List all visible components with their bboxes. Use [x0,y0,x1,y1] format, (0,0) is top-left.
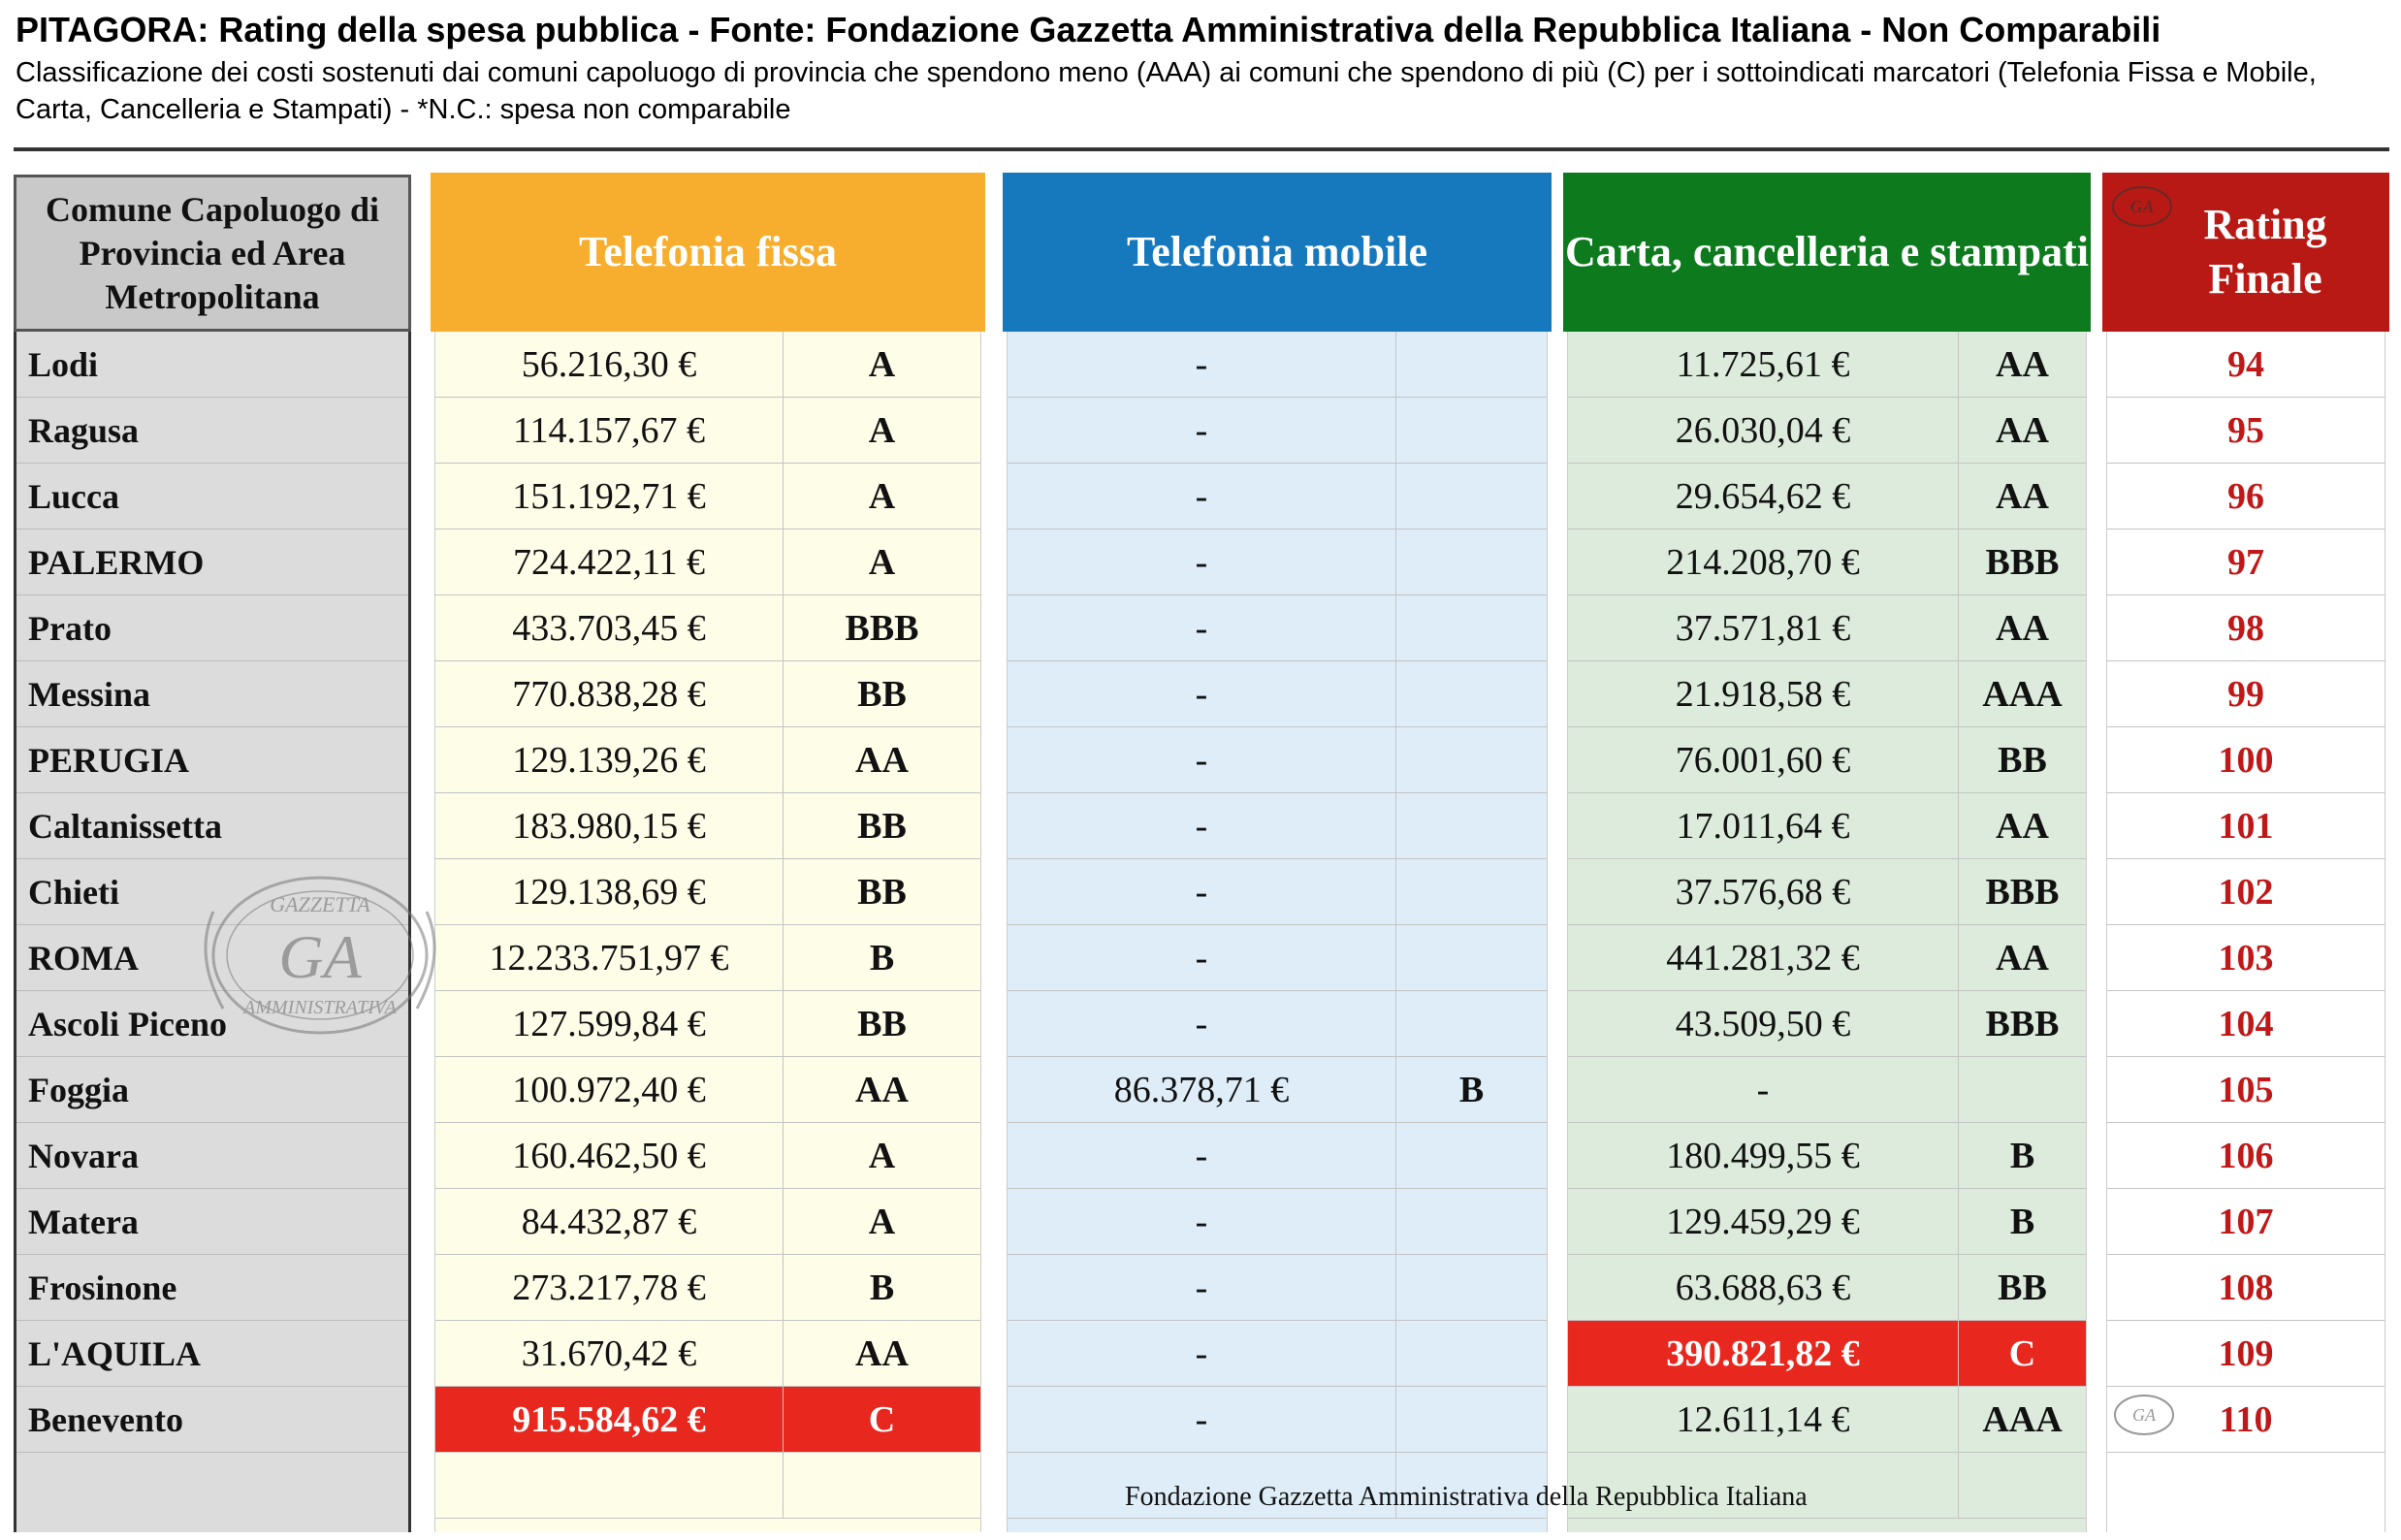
empty-cell [783,1453,980,1518]
ga-small-stamp-icon [2110,1391,2178,1439]
final-rating-value: 105 [2218,1069,2274,1110]
city-name: Messina [16,661,408,727]
final-rating-value: 107 [2218,1201,2274,1242]
table-row [2107,464,2385,529]
city-name: Foggia [16,1057,408,1123]
paper-supplies-rating: BB [1958,1255,2086,1320]
fixed-phone-amount: 31.670,42 € [521,1332,697,1374]
table-row [2107,332,2385,398]
mobile-phone-amount: - [1195,805,1208,847]
final-rating-value: 108 [2218,1267,2274,1308]
table-row [1008,1321,1547,1387]
paper-supplies-header: Carta, cancelleria e stampati [1563,173,2091,332]
paper-supplies-rating: BBB [1958,529,2086,594]
mobile-phone-amount: - [1195,1398,1208,1440]
paper-supplies-rating: BBB [1958,859,2086,924]
mobile-phone-amount: - [1195,1201,1208,1242]
table-row [1568,1189,2086,1255]
mobile-phone-rating [1395,991,1547,1056]
paper-supplies-rating: AA [1958,595,2086,660]
mobile-phone-rating [1395,398,1547,463]
fixed-phone-amount: 273.217,78 € [512,1267,706,1308]
city-name: Benevento [16,1387,408,1453]
footer-note: Fondazione Gazzetta Amministrativa della Repubblica Italiana [1125,1482,1808,1512]
table-row [2107,1255,2385,1321]
table-row [2107,1321,2385,1387]
table-row [435,595,980,661]
mobile-phone-header: Telefonia mobile [1003,173,1552,332]
paper-supplies-amount: 17.011,64 € [1676,805,1850,847]
city-name: Prato [16,595,408,661]
final-rating-value: 98 [2227,607,2264,649]
fixed-phone-rating: B [783,1255,980,1320]
table-row [1568,1321,2086,1387]
svg-text:GA: GA [278,922,362,991]
table-row [435,859,980,925]
mobile-phone-rating [1395,1321,1547,1386]
table-row [2107,398,2385,464]
table-row [2107,1123,2385,1189]
fixed-phone-header: Telefonia fissa [431,173,985,332]
fixed-phone-rating: BBB [783,595,980,660]
table-row [1568,1057,2086,1123]
fixed-phone-amount: 160.462,50 € [512,1135,706,1176]
table-row [435,1255,980,1321]
city-name: Novara [16,1123,408,1189]
final-rating-value: 94 [2227,343,2264,385]
table-row [2107,529,2385,595]
table-row [435,991,980,1057]
final-rating-value: 103 [2218,937,2274,979]
mobile-phone-amount: - [1195,739,1208,781]
empty-cell [435,1453,783,1518]
fixed-phone-amount: 84.432,87 € [521,1201,697,1242]
fixed-phone-amount: 433.703,45 € [512,607,706,649]
final-rating-column [2106,332,2385,1532]
mobile-phone-amount: - [1195,673,1208,715]
paper-supplies-amount: 214.208,70 € [1666,541,1860,583]
table-row [1008,859,1547,925]
header-divider [14,147,2389,151]
paper-supplies-amount: 29.654,62 € [1675,475,1851,517]
paper-supplies-rating: C [1958,1321,2086,1386]
table-row [1008,595,1547,661]
table-row [1568,925,2086,991]
final-rating-value: 110 [2219,1398,2273,1440]
mobile-phone-rating [1395,464,1547,529]
table-row [435,1387,980,1453]
city-name: Matera [16,1189,408,1255]
page-title: PITAGORA: Rating della spesa pubblica - Fonte: Fondazione Gazzetta Amministrativa della Repubblica Italiana - Non Comparabili [16,10,2161,49]
mobile-phone-amount: - [1195,1267,1208,1308]
fixed-phone-amount: 724.422,11 € [512,541,706,583]
table-row [2107,793,2385,859]
mobile-phone-amount: - [1195,343,1208,385]
final-rating-header-label: Rating Finale [2203,201,2327,303]
fixed-phone-amount: 915.584,62 € [435,1387,783,1452]
fixed-phone-amount: 129.139,26 € [512,739,706,781]
table-row [1568,793,2086,859]
table-row [1568,727,2086,793]
fixed-phone-amount: 127.599,84 € [512,1003,706,1044]
fixed-phone-rating: C [783,1387,980,1452]
paper-supplies-amount: 26.030,04 € [1675,409,1851,451]
table-row [1008,925,1547,991]
table-row [435,727,980,793]
paper-supplies-rating: AAA [1958,1387,2086,1452]
table-row [1568,859,2086,925]
mobile-phone-rating [1395,529,1547,594]
city-name: Caltanissetta [16,793,408,859]
fixed-phone-amount: 12.233.751,97 € [489,937,729,979]
table-row [1568,332,2086,398]
mobile-phone-amount: - [1195,1135,1208,1176]
table-row [1008,529,1547,595]
paper-supplies-amount: 129.459,29 € [1666,1201,1860,1242]
table-row [435,332,980,398]
table-row [1008,661,1547,727]
mobile-phone-amount: - [1195,475,1208,517]
table-row [435,464,980,529]
fixed-phone-rating: BB [783,859,980,924]
mobile-phone-rating [1395,1387,1547,1452]
final-rating-header [2102,173,2389,332]
fixed-phone-rating: A [783,464,980,529]
mobile-phone-rating [1395,1189,1547,1254]
paper-supplies-rating: BB [1958,727,2086,792]
table-row [1008,464,1547,529]
fixed-phone-column [434,332,981,1532]
fixed-phone-rating: A [783,1189,980,1254]
fixed-phone-rating: A [783,398,980,463]
fixed-phone-rating: A [783,332,980,397]
paper-supplies-rating [1958,1057,2086,1122]
mobile-phone-rating [1395,793,1547,858]
svg-text:GA: GA [2132,1405,2156,1425]
final-rating-value: 101 [2218,805,2274,847]
fixed-phone-rating: A [783,529,980,594]
city-name: Ragusa [16,398,408,464]
paper-supplies-amount: 12.611,14 € [1676,1398,1850,1440]
table-row [1008,1387,1547,1453]
fixed-phone-rating: BB [783,793,980,858]
table-row [2107,595,2385,661]
city-name: Lodi [16,332,408,398]
mobile-phone-amount: - [1195,1003,1208,1044]
mobile-phone-rating [1395,1255,1547,1320]
empty-cell [1958,1453,2086,1518]
mobile-phone-rating [1395,727,1547,792]
table-row [435,398,980,464]
paper-supplies-amount: 441.281,32 € [1666,937,1860,979]
mobile-phone-amount: - [1195,409,1208,451]
table-row [1008,332,1547,398]
paper-supplies-rating: AA [1958,332,2086,397]
paper-supplies-amount: 37.571,81 € [1675,607,1851,649]
paper-supplies-column [1567,332,2087,1532]
fixed-phone-rating: B [783,925,980,990]
fixed-phone-rating: A [783,1123,980,1188]
empty-row [435,1453,980,1519]
paper-supplies-amount: 76.001,60 € [1675,739,1851,781]
paper-supplies-amount: 43.509,50 € [1675,1003,1851,1044]
paper-supplies-rating: AA [1958,793,2086,858]
svg-text:GA: GA [2129,197,2155,216]
city-name: PALERMO [16,529,408,595]
final-rating-value: 100 [2218,739,2274,781]
paper-supplies-rating: AA [1958,464,2086,529]
fixed-phone-amount: 770.838,28 € [512,673,706,715]
paper-supplies-amount: - [1756,1069,1770,1110]
mobile-phone-column [1007,332,1548,1532]
paper-supplies-rating: B [1958,1123,2086,1188]
mobile-phone-amount: - [1195,871,1208,913]
paper-supplies-rating: BBB [1958,991,2086,1056]
paper-supplies-rating: AAA [1958,661,2086,726]
table-row [2107,661,2385,727]
final-rating-value: 97 [2227,541,2264,583]
table-row [1008,727,1547,793]
table-row [1568,595,2086,661]
paper-supplies-rating: AA [1958,398,2086,463]
svg-text:GAZZETTA: GAZZETTA [270,892,370,916]
final-rating-value: 95 [2227,409,2264,451]
paper-supplies-amount: 21.918,58 € [1675,673,1851,715]
table-row [435,1123,980,1189]
table-row [1568,1387,2086,1453]
paper-supplies-amount: 11.725,61 € [1676,343,1850,385]
table-row [1008,1123,1547,1189]
table-row [1568,991,2086,1057]
fixed-phone-amount: 183.980,15 € [512,805,706,847]
table-row [435,1057,980,1123]
city-name: PERUGIA [16,727,408,793]
table-row [435,1321,980,1387]
final-rating-value: 96 [2227,475,2264,517]
table-row [1568,529,2086,595]
table-row [1008,1255,1547,1321]
mobile-phone-amount: - [1195,937,1208,979]
mobile-phone-amount: - [1195,1332,1208,1374]
final-rating-value: 99 [2227,673,2264,715]
mobile-phone-rating [1395,925,1547,990]
table-row [2107,1189,2385,1255]
table-row [1008,398,1547,464]
table-row [1568,661,2086,727]
fixed-phone-rating: AA [783,1057,980,1122]
table-row [1008,991,1547,1057]
table-row [435,1189,980,1255]
table-row [435,793,980,859]
mobile-phone-amount: - [1195,607,1208,649]
table-row [1568,1255,2086,1321]
mobile-phone-rating [1395,332,1547,397]
fixed-phone-amount: 114.157,67 € [512,409,706,451]
table-row [2107,991,2385,1057]
final-rating-value: 102 [2218,871,2274,913]
svg-text:AMMINISTRATIVA: AMMINISTRATIVA [243,997,397,1018]
table-row [2107,727,2385,793]
paper-supplies-amount: 390.821,82 € [1568,1321,1958,1386]
fixed-phone-amount: 151.192,71 € [512,475,706,517]
paper-supplies-amount: 63.688,63 € [1675,1267,1851,1308]
city-name: Lucca [16,464,408,529]
city-name: Frosinone [16,1255,408,1321]
ga-watermark-stamp [184,853,456,1057]
ga-logo-icon [2108,182,2176,231]
mobile-phone-amount: - [1195,541,1208,583]
mobile-phone-rating [1395,1123,1547,1188]
page-subtitle: Classificazione dei costi sostenuti dai comuni capoluogo di provincia che spendono meno (AAA) ai comuni che spendono di più (C) per i sottoindicati marcatori (Telefonia Fissa e Mobile, Carta, Cancelleria e Stampati) - *N.C.: spesa non comparabile [16,57,2317,125]
paper-supplies-rating: AA [1958,925,2086,990]
mobile-phone-rating: B [1395,1057,1547,1122]
table-row [2107,1057,2385,1123]
mobile-phone-rating [1395,595,1547,660]
table-row [435,925,980,991]
fixed-phone-amount: 129.138,69 € [512,871,706,913]
fixed-phone-rating: BB [783,991,980,1056]
table-row [1568,1123,2086,1189]
paper-supplies-amount: 37.576,68 € [1675,871,1851,913]
city-column-header: Comune Capoluogo di Provincia ed Area Metropolitana [14,175,411,332]
final-rating-value: 104 [2218,1003,2274,1044]
table-row [435,661,980,727]
final-rating-value: 106 [2218,1135,2274,1176]
paper-supplies-rating: B [1958,1189,2086,1254]
city-name: Ascoli Piceno [16,991,408,1057]
fixed-phone-rating: AA [783,1321,980,1386]
final-rating-value: 109 [2218,1332,2274,1374]
mobile-phone-rating [1395,661,1547,726]
fixed-phone-amount: 56.216,30 € [521,343,697,385]
table-row [2107,859,2385,925]
mobile-phone-rating [1395,859,1547,924]
paper-supplies-amount: 180.499,55 € [1666,1135,1860,1176]
table-row [1008,793,1547,859]
table-row [1568,398,2086,464]
table-row [435,529,980,595]
table-row [2107,925,2385,991]
fixed-phone-amount: 100.972,40 € [512,1069,706,1110]
city-name: L'AQUILA [16,1321,408,1387]
table-row [1008,1057,1547,1123]
mobile-phone-amount: 86.378,71 € [1113,1069,1290,1110]
table-row [1568,464,2086,529]
fixed-phone-rating: BB [783,661,980,726]
city-name: ROMA [16,925,408,991]
table-row [1008,1189,1547,1255]
fixed-phone-rating: AA [783,727,980,792]
city-name: Chieti [16,859,408,925]
